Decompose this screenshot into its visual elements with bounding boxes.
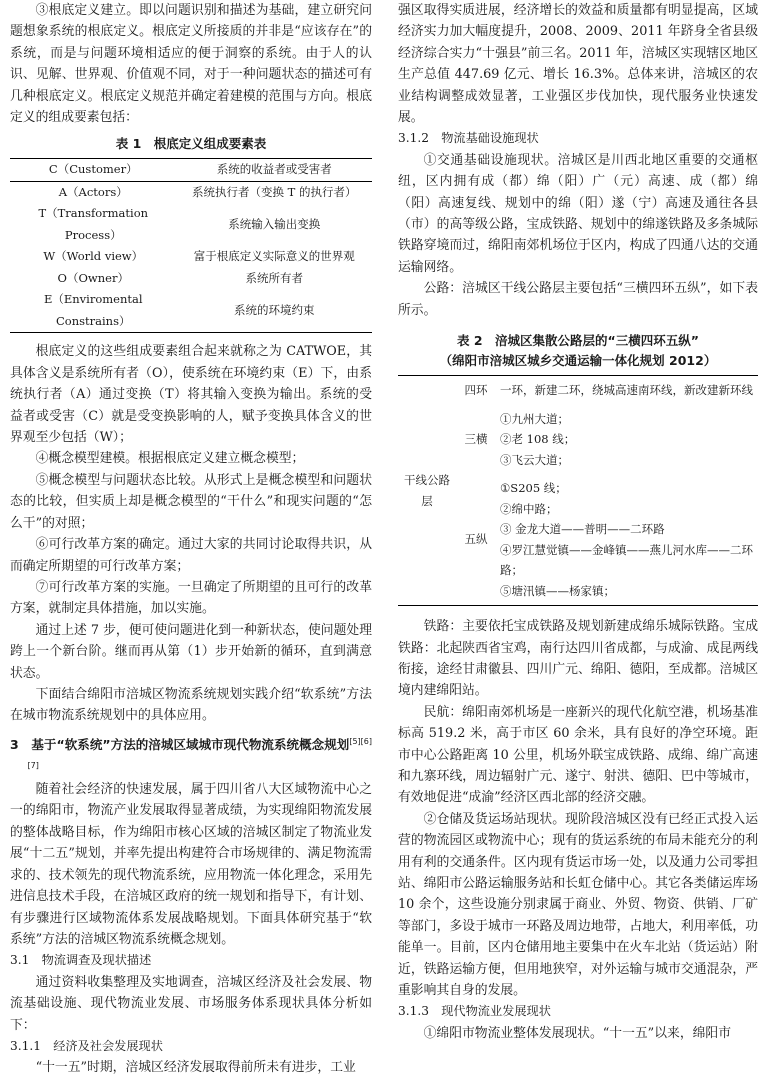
table-cell-items <box>496 474 758 606</box>
list-item: ②老 108 线； <box>500 432 576 447</box>
table-cell: 富于根底定义实际意义的世界观 <box>193 249 355 264</box>
table-cell: C（Customer） <box>10 159 177 182</box>
table-cell-items <box>496 376 758 405</box>
table-row <box>398 376 758 405</box>
table-row <box>10 203 372 246</box>
table-cell-group: 三横 <box>464 432 488 447</box>
table-cell: 系统所有者 <box>245 270 303 285</box>
list-item: ④罗江慧觉镇——金峰镇——燕儿河水库——二环路； <box>500 542 753 578</box>
table-row <box>10 181 372 203</box>
paragraph: ③根底定义建立。即以问题识别和描述为基础，建立研究问题想象系统的根底定义。根底定义所接质的并非是“应该存在”的系统，而是与问题环境相适应的便于洞察的系统。由于人的认识、见解、世界观、价值观不同，对于一种问题状态的描述可有几种根底定义。根底定义规范并确定着建模的范围与方向。根底定义的组成要素包括： <box>10 3 372 126</box>
paragraph: ①交通基础设施现状。涪城区是川西北地区重要的交通枢纽，区内拥有成（都）绵（阳）广（元）高速、成（都）绵（阳）高速复线、规划中的绵（阳）遂（宁）高速及通往各县（市）的高等级公路，宝成铁路、规划中的绵遂铁路及多条城际铁路穿境而过，绵阳南郊机场位于区内，构成了四通八达的交通运输网络。 <box>398 152 758 275</box>
citation-refs: [5][6][7] <box>27 736 372 770</box>
section-heading <box>10 731 372 779</box>
paragraph: 民航：绵阳南郊机场是一座新兴的现代化航空港，机场基准标高 519.2 米，高于市区 60 余米，具有良好的净空环境。距市中心公路距离 10 公里，机场外联宝成铁路、成绵、绵广高速和九寨环线，周边辐射广元、遂宁、射洪、德阳、巴中等城市，有效地促进“成渝”经济区西北部的经济交融。 <box>398 704 758 806</box>
table-row <box>10 246 372 268</box>
paragraph: 通过上述 7 步，便可使问题进化到一种新状态，使问题处理跨上一个新台阶。继而再从第（1）步开始新的循环，直到满意状态。 <box>10 622 372 681</box>
list-item: ①S205 线； <box>500 481 567 496</box>
table-cell: E（Enviromental Constrains） <box>43 292 143 328</box>
subsection-heading: 3.1 物流调查及现状描述 <box>10 953 152 968</box>
table-2 <box>398 375 758 606</box>
paragraph: 随着社会经济的快速发展，属于四川省八大区域物流中心之一的绵阳市，物流产业发展取得显著成绩，为实现绵阳物流发展的整体战略目标，作为绵阳市核心区域的涪城区制定了物流业发展“十二五”规划，并率先提出构建符合市场规律的、满足物流需求的、技术领先的现代物流系统，应用物流一体化理念，采用先进信息技术手段，在涪城区政府的统一规划和指导下，有计划、有步骤进行区域物流体系发展战略规划。下面具体研究基于“软系统”方法的涪城区物流系统概念规划。 <box>10 782 372 947</box>
table-cell: O（Owner） <box>57 270 129 285</box>
table-1 <box>10 158 372 333</box>
paragraph: ⑤概念模型与问题状态比较。从形式上是概念模型和问题状态的比较，但实质上却是概念模型的“干什么”和现实问题的“怎么干”的对照； <box>10 472 372 531</box>
subsection-heading: 3.1.2 物流基础设施现状 <box>398 131 539 146</box>
list-item: ③ 金龙大道——普明——二环路 <box>500 522 665 537</box>
paragraph: 铁路：主要依托宝成铁路及规划新建成绵乐城际铁路。宝成铁路：北起陕西省宝鸡，南行达四川省成都，与成渝、成昆两线衔接，途经甘肃徽县、四川广元、绵阳、德阳，至成都。涪城区境内建绵阳站。 <box>398 619 758 699</box>
table-row <box>10 268 372 290</box>
paragraph: ①绵阳市物流业整体发展现状。“十一五”以来，绵阳市 <box>423 1025 732 1041</box>
left-column <box>10 0 372 1079</box>
list-item: ⑤塘汛镇——杨家镇； <box>500 583 615 598</box>
table-cell: 系统的环境约束 <box>234 303 315 318</box>
table-cell-items <box>496 405 758 475</box>
table-cell: 系统输入输出变换 <box>228 217 321 232</box>
table-cell: 系统的收益者或受害者 <box>177 159 372 182</box>
table-1-title: 表 1 根底定义组成要素表 <box>115 136 267 152</box>
table-row <box>10 289 372 333</box>
list-item: 一环，新建二环，绕城高速南环线，新改建新环线 <box>500 383 753 398</box>
list-item: ③飞云大道； <box>500 452 569 467</box>
section-title: 3 基于“软系统”方法的涪城区域城市现代物流系统概念规划 <box>10 736 350 752</box>
paragraph: ④概念模型建模。根据根底定义建立概念模型； <box>35 451 305 467</box>
paragraph: ⑦可行改革方案的实施。一旦确定了所期望的且可行的改革方案，就制定具体措施，加以实施。 <box>10 579 372 617</box>
paragraph: 公路：涪城区干线公路层主要包括“三横四环五纵”，如下表所示。 <box>398 281 758 318</box>
table-cell-group: 五纵 <box>464 532 488 547</box>
table-cell: W（World view） <box>43 249 144 264</box>
paragraph: 根底定义的这些组成要素组合起来就称之为 CATWOE，其具体含义是系统所有者（O），使系统在环境约束（E）下，由系统执行者（A）通过变换（T）将其输入变换为输出。系统的受益者或受害（C）就是受变换影响的人，赋予变换具体含义的世界观至少包括（W）； <box>10 344 372 446</box>
table-cell: T（Transformation Process） <box>38 206 149 242</box>
subsection-heading: 3.1.3 现代物流业发展现状 <box>398 1004 551 1019</box>
paragraph: 通过资料收集整理及实地调查，涪城区经济及社会发展、物流基础设施、现代物流业发展、市场服务体系现状具体分析如下： <box>10 974 372 1033</box>
paragraph: ⑥可行改革方案的确定。通过大家的共同讨论取得共识，从而确定所期望的可行改革方案； <box>10 537 372 574</box>
table-cell-layer: 干线公路层 <box>404 473 450 508</box>
paragraph: 下面结合绵阳市涪城区物流系统规划实践介绍“软系统”方法在城市物流系统规划中的具体应用。 <box>10 686 372 724</box>
paragraph: “十一五”时期，涪城区经济发展取得前所未有进步，工业 <box>35 1060 356 1076</box>
table-2-title: 表 2 涪城区集散公路层的“三横四环五纵” <box>457 333 699 349</box>
paragraph: ②仓储及货运场站现状。现阶段涪城区没有已经正式投入运营的物流园区或物流中心；现有的货运系统的布局未能充分的利用有利的交通条件。区内现有货运市场一处，以及通力公司零担站、绵阳市公路运输服务站和长虹仓储中心。其它各类储运库场 10 余个，这些设施分别隶属于商业、外贸、物资、供销、厂矿等部门，多设于城市一环路及周边地带，占地大，利用率低，功能单一。目前，区内仓储用地主要集中在火车北站（货运站）附近，铁路运输方便，但用地狭窄，对外运输与城市交通混杂，严重影响其自身的发展。 <box>398 811 758 998</box>
list-item: ①九州大道； <box>500 411 569 426</box>
subsection-heading: 3.1.1 经济及社会发展现状 <box>10 1038 163 1053</box>
table-cell: 系统执行者（变换 T 的执行者） <box>192 184 357 199</box>
list-item: ②绵中路； <box>500 501 558 516</box>
table-header-row <box>10 159 372 182</box>
table-2-subtitle: （绵阳市涪城区城乡交通运输一体化规划 2012） <box>439 353 717 369</box>
paragraph: 强区取得实质进展，经济增长的效益和质量都有明显提高，区域经济实力加大幅度提升，2008、2009、2011 年跻身全省县级经济综合实力“十强县”前三名。2011 年，涪城区实现辖区地区生产总值 447.69 亿元、增长 16.3%。总体来讲，涪城区的农业结构调整成效显著，工业强区步伐加快，现代服务业快速发展。 <box>398 3 758 126</box>
table-cell-group: 四环 <box>464 383 488 398</box>
table-cell: A（Actors） <box>58 184 128 199</box>
right-column <box>398 0 758 1044</box>
